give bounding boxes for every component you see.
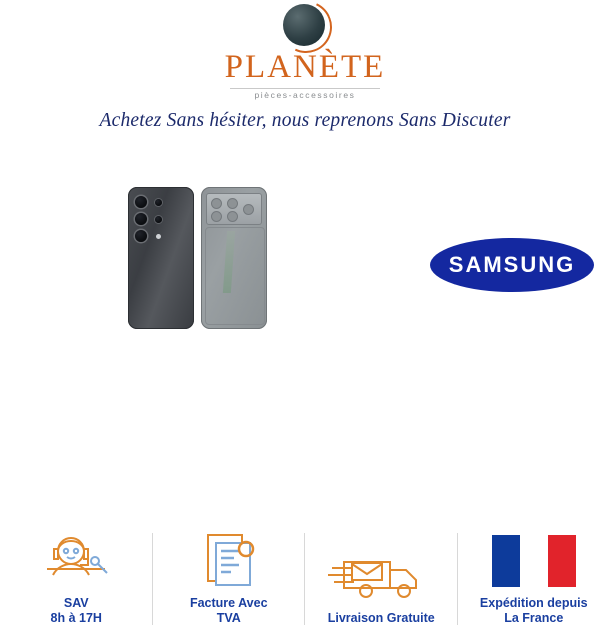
camera-lens-small-icon xyxy=(155,216,162,223)
feature-shipping-label-line2: La France xyxy=(504,611,564,626)
lens-hole xyxy=(211,211,222,222)
camera-cluster xyxy=(135,196,167,248)
logo-divider xyxy=(230,88,380,89)
support-agent-icon xyxy=(0,525,153,591)
feature-sav xyxy=(0,525,153,627)
tagline: Achetez Sans hésiter, nous reprenons Sans Discuter xyxy=(99,109,511,131)
feature-shipping-label-line1: Expédition depuis xyxy=(479,595,588,610)
samsung-logo xyxy=(430,238,594,292)
camera-lens-icon xyxy=(135,230,147,242)
logo-sphere-decoration xyxy=(283,4,325,46)
feature-delivery-label-line1: Livraison Gratuite xyxy=(327,611,435,626)
planete-sphere-icon xyxy=(283,4,327,48)
camera-plate xyxy=(206,193,262,225)
france-flag-icon xyxy=(458,525,610,591)
feature-invoice xyxy=(153,525,306,627)
phone-rear-cover-inner-icon xyxy=(201,187,267,329)
phone-rear-cover-camera-icon xyxy=(128,187,194,329)
lens-hole xyxy=(211,198,222,209)
product-photos xyxy=(128,187,267,329)
lens-hole xyxy=(227,211,238,222)
brand-name: PLANÈTE xyxy=(224,49,386,85)
feature-sav-label-line2: 8h à 17H xyxy=(50,611,102,626)
feature-shipping-france xyxy=(458,525,610,627)
feature-sav-label-line1: SAV xyxy=(63,595,89,610)
delivery-truck-icon xyxy=(305,540,458,606)
feature-invoice-label-line1: Facture Avec xyxy=(189,595,268,610)
camera-lens-icon xyxy=(135,213,147,225)
camera-lens-icon xyxy=(135,196,147,208)
feature-strip xyxy=(0,525,610,633)
brand-subtitle: pièces-accessoires xyxy=(254,89,356,100)
brand-logo xyxy=(0,0,610,100)
feature-delivery xyxy=(305,540,458,627)
camera-lens-small-icon xyxy=(155,199,162,206)
flash-icon xyxy=(156,234,161,239)
feature-invoice-label-line2: TVA xyxy=(216,611,241,626)
cover-edge xyxy=(205,227,265,325)
product-image-area xyxy=(0,154,610,454)
lens-hole xyxy=(243,204,254,215)
samsung-logo-text: SAMSUNG xyxy=(448,251,576,277)
lens-hole xyxy=(227,198,238,209)
invoice-document-icon xyxy=(153,525,306,591)
